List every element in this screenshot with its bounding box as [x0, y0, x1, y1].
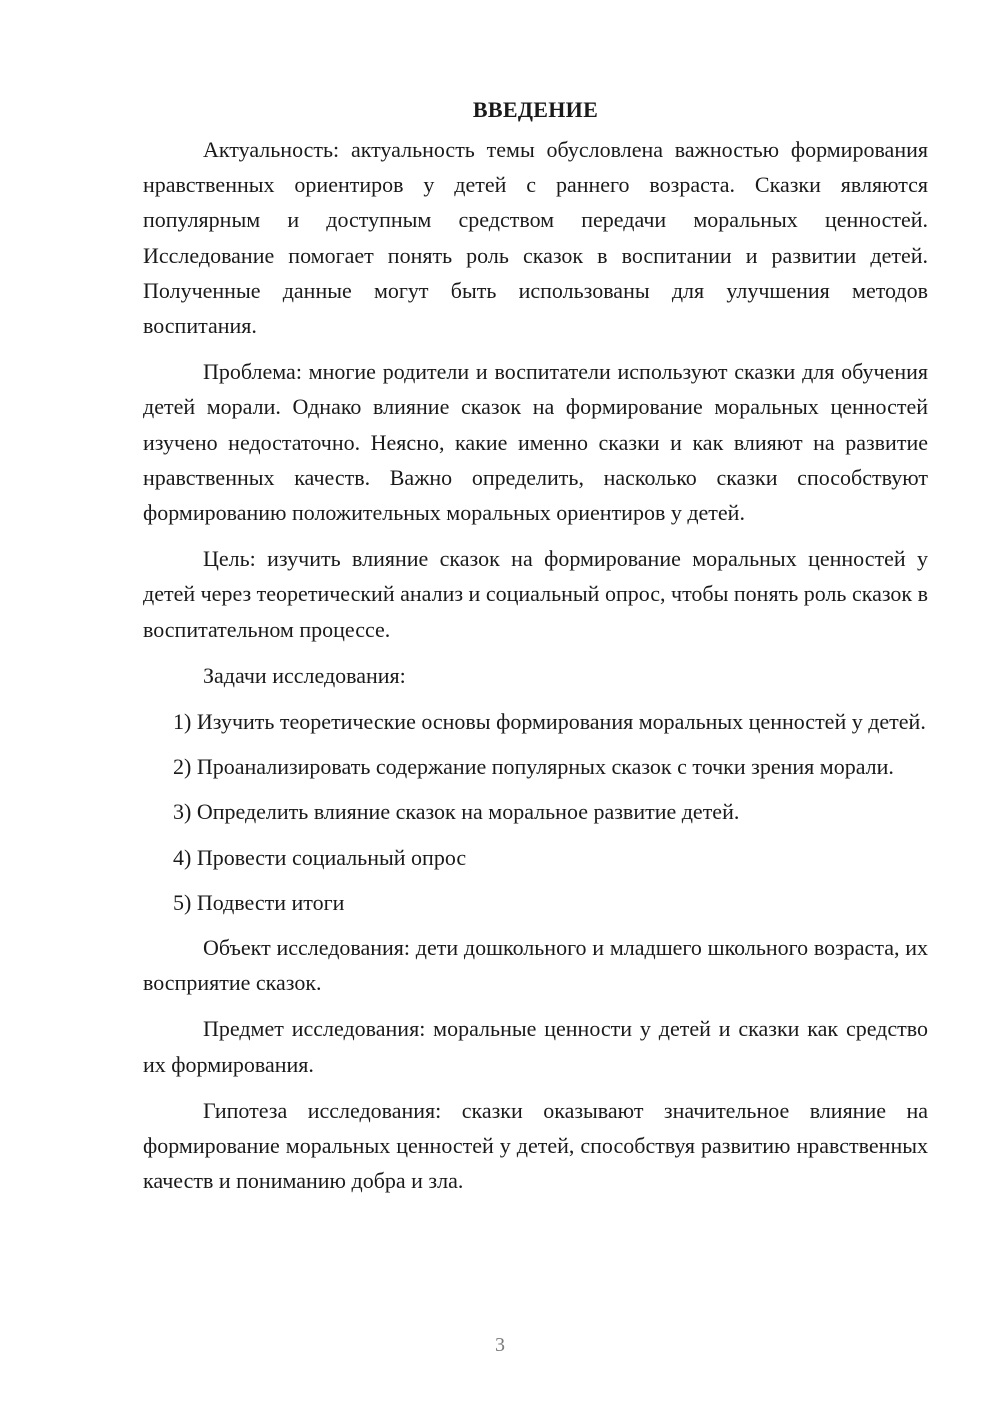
task-item: 1) Изучить теоретические основы формирования моральных ценностей у детей.: [173, 709, 926, 735]
section-title: ВВЕДЕНИЕ: [472, 97, 599, 122]
task-item: 3) Определить влияние сказок на моральное развитие детей.: [173, 799, 740, 825]
document-page: [143, 92, 928, 1209]
task-item: 2) Проанализировать содержание популярных сказок с точки зрения морали.: [173, 754, 894, 780]
task-item: 4) Провести социальный опрос: [173, 844, 467, 870]
subject-paragraph: Предмет исследования: моральные ценности у детей и сказки как средство их формирования.: [143, 1016, 928, 1077]
hypothesis-paragraph: Гипотеза исследования: сказки оказывают значительное влияние на формирование моральных ценностей у детей, способствуя развитию нравственных качеств и пониманию добра и зла.: [143, 1097, 928, 1194]
tasks-heading: Задачи исследования:: [203, 662, 406, 688]
relevance-paragraph: Актуальность: актуальность темы обусловлена важностью формирования нравственных ориентиров у детей с раннего возраста. Сказки являются популярным и доступным средством передачи моральных ценностей. Исследование помогает понять роль сказок в воспитании и развитии детей. Полученные данные могут быть использованы для улучшения методов воспитания.: [143, 137, 928, 339]
goal-paragraph: Цель: изучить влияние сказок на формирование моральных ценностей у детей через теоретический анализ и социальный опрос, чтобы понять роль сказок в воспитательном процессе.: [143, 546, 928, 642]
task-item: 5) Подвести итоги: [173, 889, 345, 915]
object-paragraph: Объект исследования: дети дошкольного и младшего школьного возраста, их восприятие сказок.: [143, 935, 928, 996]
problem-paragraph: Проблема: многие родители и воспитатели используют сказки для обучения детей морали. Однако влияние сказок на формирование моральных ценностей изучено недостаточно. Неясно, какие именно сказки и как влияют на развитие нравственных качеств. Важно определить, насколько сказки способствуют формированию положительных моральных ориентиров у детей.: [143, 359, 928, 526]
page-number: 3: [495, 1334, 505, 1356]
